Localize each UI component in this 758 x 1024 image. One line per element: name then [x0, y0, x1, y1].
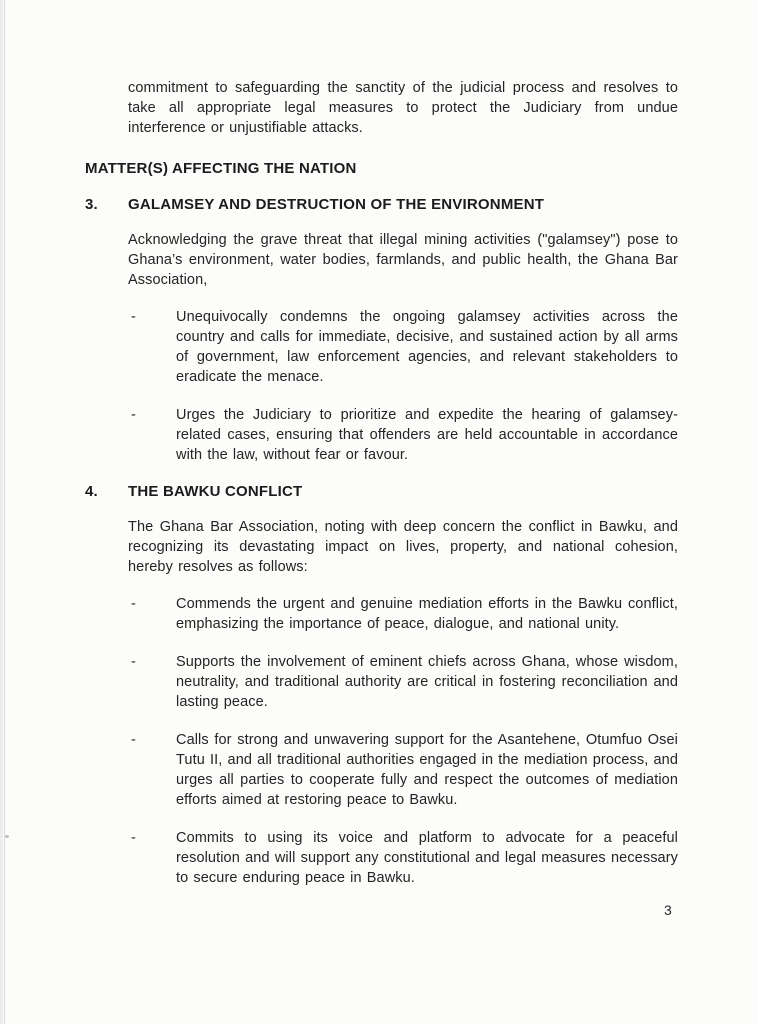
bullet-text: Commits to using its voice and platform to advocate for a peaceful resolution and will support any constitutional and legal measures necessary to secure enduring peace in Bawku.	[176, 830, 678, 886]
bullet-text: Supports the involvement of eminent chiefs across Ghana, whose wisdom, neutrality, and traditional authority are critical in fostering reconciliation and lasting peace.	[176, 654, 678, 710]
bullet-item	[131, 307, 678, 387]
section-galamsey-heading	[85, 196, 678, 213]
matters-affecting-nation-heading: MATTER(S) AFFECTING THE NATION	[85, 160, 357, 177]
section-paragraph: The Ghana Bar Association, noting with deep concern the conflict in Bawku, and recognizing its devastating impact on lives, property, and national cohesion, hereby resolves as follows:	[128, 519, 678, 575]
bullet-dash: -	[131, 654, 136, 670]
bullet-item	[131, 730, 678, 810]
bullet-item	[131, 405, 678, 465]
section-bawku	[85, 483, 678, 888]
bullet-text: Calls for strong and unwavering support for the Asantehene, Otumfuo Osei Tutu II, and all traditional authorities engaged in the mediation process, and urges all parties to cooperate fully and respect the outcomes of mediation efforts aimed at restoring peace to Bawku.	[176, 732, 678, 808]
section-bawku-heading	[85, 483, 678, 500]
bullet-dash: -	[131, 732, 136, 748]
section-galamsey	[85, 196, 678, 465]
page-number: 3	[664, 902, 672, 918]
bullet-item	[131, 594, 678, 634]
bullet-item	[131, 828, 678, 888]
section-title: THE BAWKU CONFLICT	[128, 483, 303, 500]
bullet-text: Commends the urgent and genuine mediation efforts in the Bawku conflict, emphasizing the importance of peace, dialogue, and national unity.	[176, 596, 678, 632]
bullet-dash: -	[131, 830, 136, 846]
bullet-item	[131, 652, 678, 712]
bullet-dash: -	[131, 407, 136, 423]
bullet-text: Urges the Judiciary to prioritize and expedite the hearing of galamsey-related cases, ensuring that offenders are held accountable in accordance with the law, without fear or favour.	[176, 407, 678, 463]
section-number: 4.	[85, 483, 98, 500]
section-number: 3.	[85, 196, 98, 213]
bullet-text: Unequivocally condemns the ongoing galamsey activities across the country and calls for immediate, decisive, and sustained action by all arms of government, law enforcement agencies, and relevant stakeholders to eradicate the menace.	[176, 309, 678, 385]
bullet-dash: -	[131, 596, 136, 612]
section-paragraph: Acknowledging the grave threat that illegal mining activities ("galamsey") pose to Ghana’s environment, water bodies, farmlands, and public health, the Ghana Bar Association,	[128, 232, 678, 288]
continuation-paragraph: commitment to safeguarding the sanctity of the judicial process and resolves to take all appropriate legal measures to protect the Judiciary from undue interference or unjustifiable attacks.	[128, 80, 678, 136]
bullet-dash: -	[131, 309, 136, 325]
section-title: GALAMSEY AND DESTRUCTION OF THE ENVIRONMENT	[128, 196, 545, 213]
